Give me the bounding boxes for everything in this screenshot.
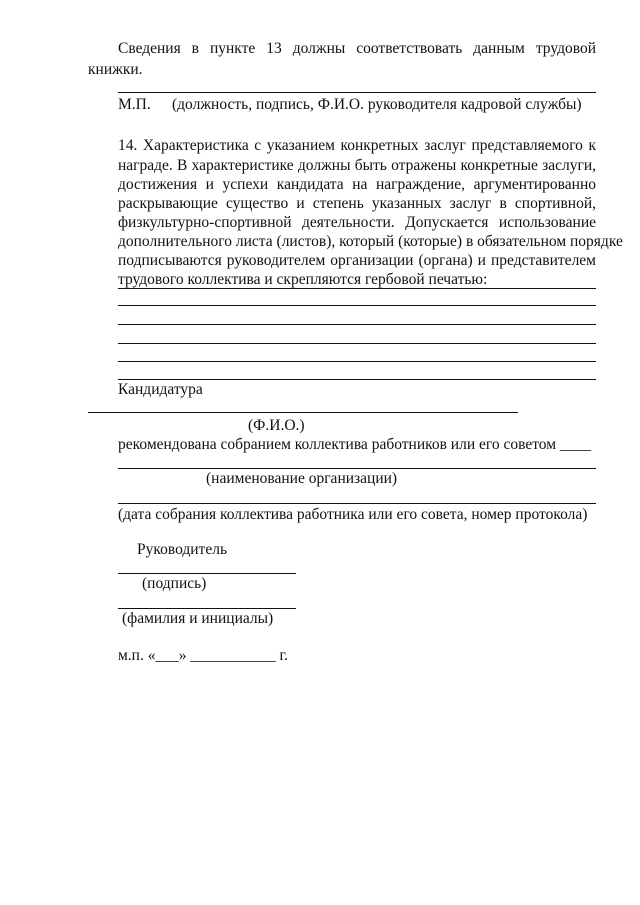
characteristic-line-1[interactable]: [118, 288, 596, 289]
date-month-blank[interactable]: ___________: [190, 647, 276, 664]
candidate-fio-line[interactable]: [88, 412, 518, 413]
head-label: Руководитель: [137, 541, 228, 558]
p14-line-3: достижения и успехи кандидата на награждение, аргументированно: [118, 176, 596, 193]
characteristic-line-3[interactable]: [118, 324, 596, 325]
candidacy-label: Кандидатура: [118, 381, 203, 398]
fio-caption: (Ф.И.О.): [248, 417, 305, 434]
p14-line-8: трудового коллектива и скрепляются гербовой печатью:: [118, 271, 488, 288]
meeting-date-caption: (дата собрания коллектива работника или его совета, номер протокола): [118, 506, 588, 523]
p14-line-1: 14. Характеристика с указанием конкретных заслуг представляемого к: [118, 137, 596, 154]
p14-line-4: раскрывающие существо и степень указанных заслуг в спортивной,: [118, 195, 596, 212]
organization-caption: (наименование организации): [206, 470, 398, 487]
characteristic-line-2[interactable]: [118, 305, 596, 306]
recommended-text: [118, 436, 591, 454]
p14-line-5: физкультурно-спортивной деятельности. Допускается использование: [118, 214, 596, 231]
date-open-quote: «: [147, 647, 156, 664]
characteristic-line-6[interactable]: [118, 379, 596, 380]
head-name-line[interactable]: [118, 608, 296, 609]
meeting-date-line[interactable]: [118, 503, 596, 504]
characteristic-line-4[interactable]: [118, 343, 596, 344]
date-year-suffix: г.: [279, 647, 288, 664]
p14-body: [118, 156, 623, 289]
p13-text: [118, 40, 596, 58]
p13-line-1: Сведения в пункте 13 должны соответствовать данным трудовой: [118, 40, 596, 57]
organization-line[interactable]: [118, 468, 596, 469]
head-signature-line[interactable]: [118, 573, 296, 574]
head-name-caption: (фамилия и инициалы): [122, 610, 274, 627]
recommended-label: рекомендована собранием коллектива работников или его советом: [118, 436, 557, 453]
stamp-date-row: [118, 647, 288, 665]
stamp-mp-label: м.п.: [118, 647, 144, 664]
date-close-quote: »: [178, 647, 187, 664]
hr-signature-line[interactable]: [118, 92, 596, 93]
hr-signature-caption: (должность, подпись, Ф.И.О. руководителя кадровой службы): [172, 96, 582, 113]
p14-line-2: награде. В характеристике должны быть отражены конкретные заслуги,: [118, 157, 596, 174]
p14-line-6: дополнительного листа (листов), который (которые) в обязательном порядке: [118, 233, 623, 250]
recommended-blank[interactable]: ____: [559, 436, 591, 453]
characteristic-line-5[interactable]: [118, 361, 596, 362]
hr-mp-label: М.П.: [118, 96, 151, 113]
head-signature-caption: (подпись): [142, 575, 207, 592]
p14-first-line-wrap: [118, 137, 596, 155]
p13-line-2: книжки.: [88, 61, 143, 78]
date-day-blank[interactable]: ___: [155, 647, 179, 664]
p14-line-7: подписываются руководителем организации (органа) и представителем: [118, 252, 596, 269]
